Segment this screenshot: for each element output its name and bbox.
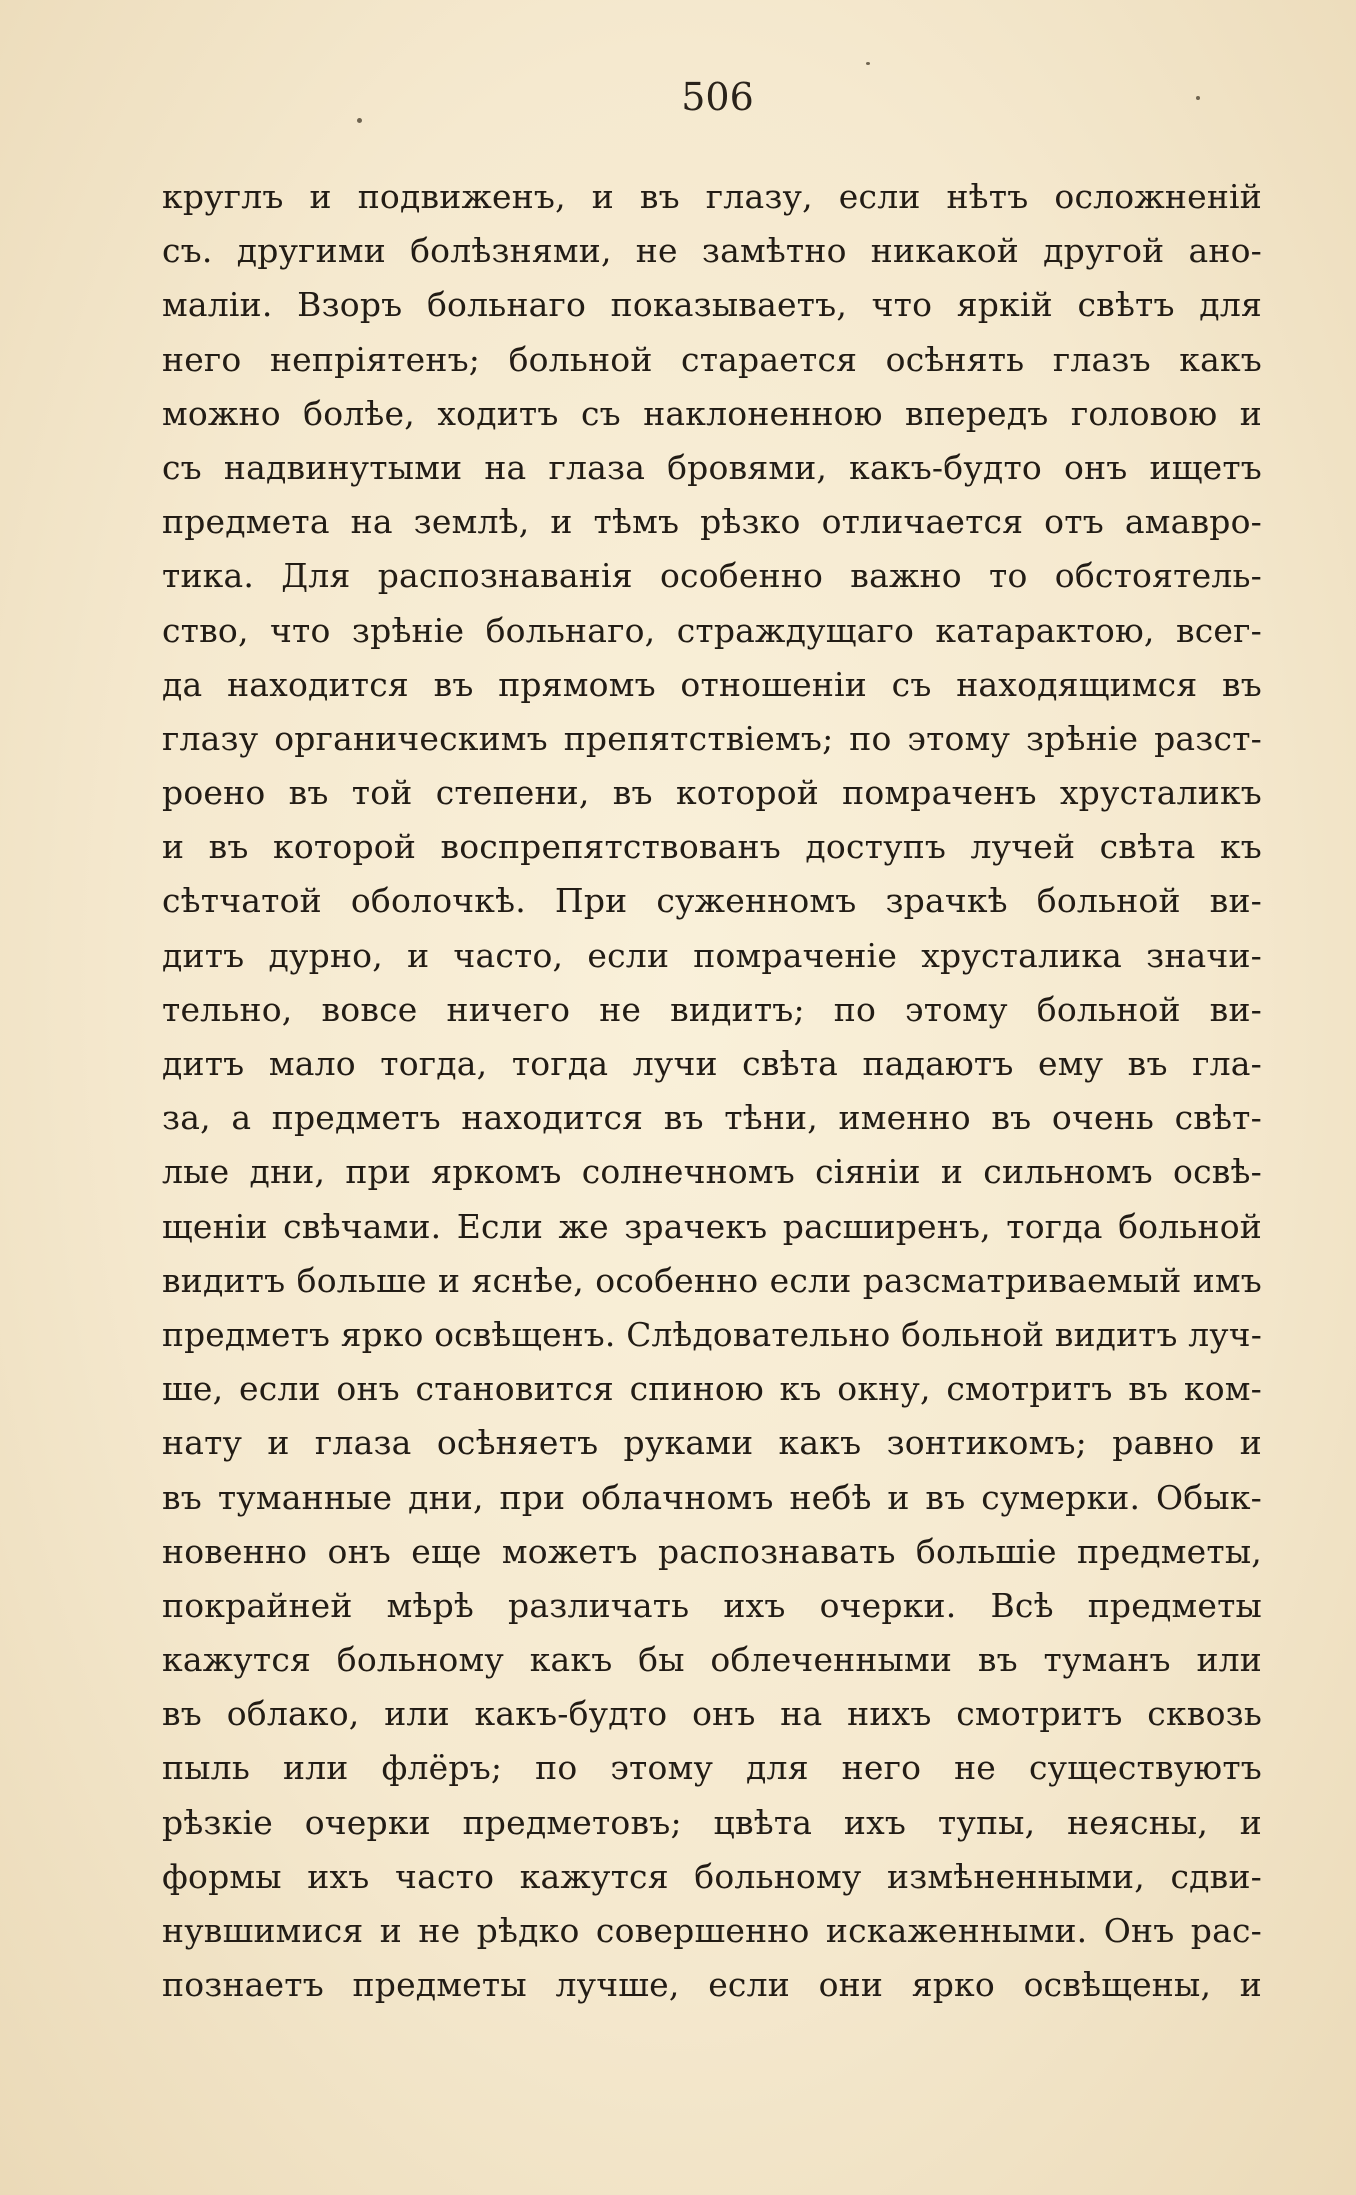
text-line: лые дни, при яркомъ солнечномъ сіяніи и сильномъ освѣ-: [162, 1152, 1262, 1192]
ink-speck: [1196, 96, 1200, 100]
text-line: щеніи свѣчами. Если же зрачекъ расширенъ, тогда больной: [162, 1206, 1262, 1246]
text-line: видитъ больше и яснѣе, особенно если разсматриваемый имъ: [162, 1260, 1262, 1300]
text-line: нувшимися и не рѣдко совершенно искаженными. Онъ рас-: [162, 1911, 1262, 1950]
text-line: предмета на землѣ, и тѣмъ рѣзко отличается отъ амавро-: [162, 502, 1262, 542]
text-line: тика. Для распознаванія особенно важно то обстоятель-: [162, 556, 1262, 596]
text-line: сѣтчатой оболочкѣ. При суженномъ зрачкѣ больной ви-: [162, 881, 1262, 921]
text-line: можно болѣе, ходитъ съ наклоненною впередъ головою и: [162, 393, 1262, 433]
text-line: ше, если онъ становится спиною къ окну, смотритъ въ ком-: [162, 1369, 1262, 1409]
text-line: да находится въ прямомъ отношеніи съ находящимся въ: [162, 664, 1262, 704]
text-line: въ облако, или какъ-будто онъ на нихъ смотритъ сквозь: [162, 1694, 1262, 1734]
text-line: съ надвинутыми на глаза бровями, какъ-будто онъ ищетъ: [162, 447, 1262, 487]
text-line: покрайней мѣрѣ различать ихъ очерки. Всѣ предметы: [162, 1585, 1262, 1625]
text-line: дитъ мало тогда, тогда лучи свѣта падаютъ ему въ гла-: [162, 1044, 1262, 1083]
text-line: новенно онъ еще можетъ распознавать большіе предметы,: [162, 1531, 1262, 1571]
body-text: [162, 170, 1262, 2012]
text-line: и въ которой воспрепятствованъ доступъ лучей свѣта къ: [162, 827, 1262, 867]
text-line: за, а предметъ находится въ тѣни, именно въ очень свѣт-: [162, 1098, 1262, 1138]
text-line: глазу органическимъ препятствіемъ; по этому зрѣніе разст-: [162, 718, 1262, 758]
text-line: кажутся больному какъ бы облеченными въ туманъ или: [162, 1640, 1262, 1680]
text-line: роено въ той степени, въ которой помраченъ хрусталикъ: [162, 773, 1262, 813]
ink-speck: [357, 118, 362, 123]
text-line: предметъ ярко освѣщенъ. Слѣдовательно больной видитъ луч-: [162, 1315, 1262, 1354]
text-line: маліи. Взоръ больнаго показываетъ, что яркій свѣтъ для: [162, 285, 1262, 325]
text-line: ство, что зрѣніе больнаго, страждущаго катарактою, всег-: [162, 610, 1262, 650]
ink-speck: [866, 62, 870, 65]
page-number: 506: [681, 75, 754, 119]
text-line: дитъ дурно, и часто, если помраченіе хрусталика значи-: [162, 935, 1262, 975]
text-line: него непріятенъ; больной старается осѣнять глазъ какъ: [162, 339, 1262, 379]
text-line: рѣзкіе очерки предметовъ; цвѣта ихъ тупы, неясны, и: [162, 1802, 1262, 1842]
text-line: познаетъ предметы лучше, если они ярко освѣщены, и: [162, 1965, 1262, 2005]
text-line: въ туманные дни, при облачномъ небѣ и въ сумерки. Обык-: [162, 1477, 1262, 1517]
text-line: тельно, вовсе ничего не видитъ; по этому больной ви-: [162, 989, 1262, 1029]
text-line: формы ихъ часто кажутся больному измѣненными, сдви-: [162, 1856, 1262, 1896]
text-line: пыль или флёръ; по этому для него не существуютъ: [162, 1748, 1262, 1788]
text-line: съ. другими болѣзнями, не замѣтно никакой другой ано-: [162, 231, 1262, 271]
text-line: круглъ и подвиженъ, и въ глазу, если нѣтъ осложненій: [162, 177, 1262, 216]
text-line: нату и глаза осѣняетъ руками какъ зонтикомъ; равно и: [162, 1423, 1262, 1463]
